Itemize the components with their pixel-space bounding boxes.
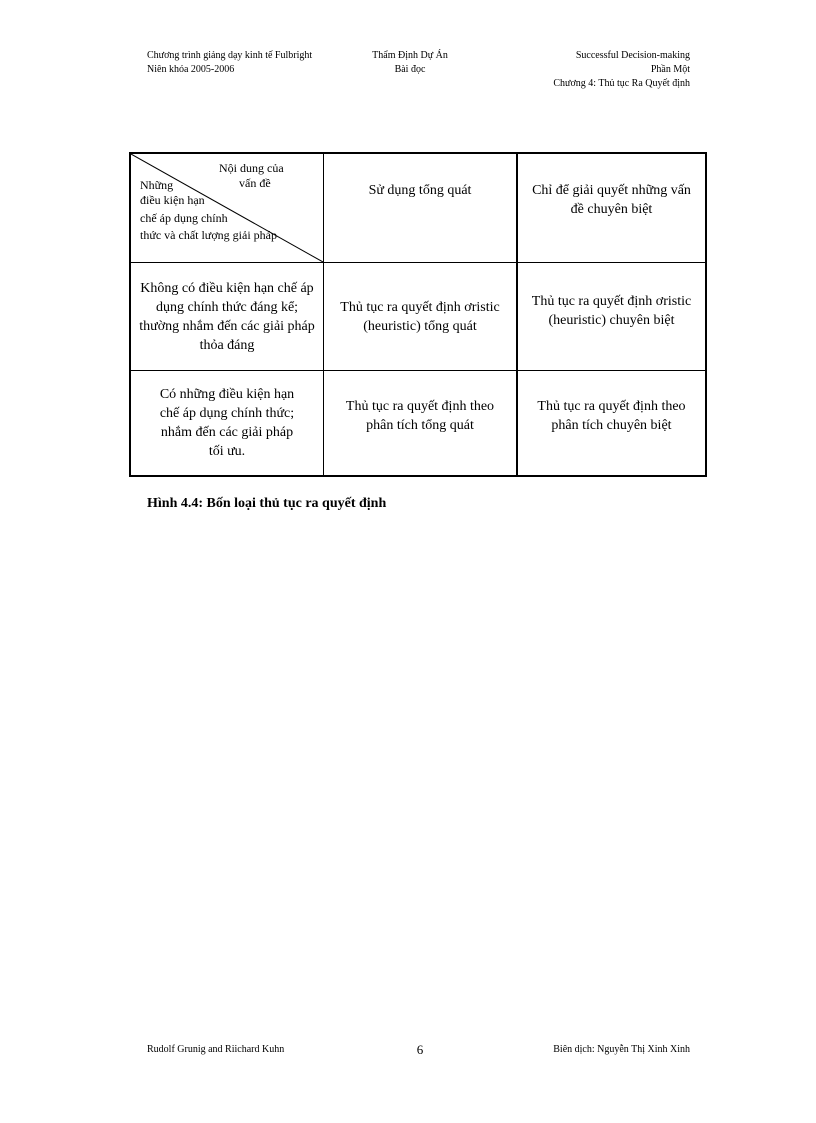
cell-heuristic-general: Thủ tục ra quyết định ơristic (heuristic) tổng quát [340,299,500,334]
corner-cell [131,154,323,262]
footer-authors: Rudolf Grunig and Riichard Kuhn [147,1044,285,1055]
chapter-title: Chương 4: Thủ tục Ra Quyết định [553,78,690,89]
col-header-specific: Chỉ để giải quyết những vấn đề chuyên biệt [532,183,691,217]
figure-caption: Hình 4.4: Bốn loại thủ tục ra quyết định [147,496,387,511]
book-title: Successful Decision-making [575,50,690,61]
cell-analytic-specific: Thủ tục ra quyết định theo phân tích chuyên biệt [537,399,686,433]
corner-top-label-2: vấn đề [239,176,271,190]
cell-analytic-general: Thủ tục ra quyết định theo phân tích tổng quát [345,399,495,433]
cell-heuristic-specific: Thủ tục ra quyết định ơristic (heuristic) chuyên biệt [531,293,692,328]
page-number: 6 [416,1042,424,1057]
footer-translator: Biên dịch: Nguyễn Thị Xinh Xinh [553,1044,690,1055]
document-type: Bài đọc [394,64,426,75]
col-header-general: Sử dụng tổng quát [368,182,472,198]
part-label: Phần Một [650,64,690,75]
corner-bottom-label-1: Những [140,178,174,192]
row-label-heuristic: Không có điều kiện hạn chế áp dụng chính thức đáng kể; thường nhắm đến các giải pháp thỏa đáng [139,280,315,353]
academic-year: Niên khóa 2005-2006 [147,64,235,75]
row-label-analytic: Có những điều kiện hạn chế áp dụng chính thức; nhắm đến các giải pháp tối ưu. [159,387,295,459]
corner-bottom-label-3: chế áp dụng chính [140,211,228,225]
decision-procedure-table [129,152,707,477]
course-name: Thẩm Định Dự Án [372,50,448,61]
program-name: Chương trình giảng dạy kinh tế Fulbright [147,50,313,61]
corner-top-label-1: Nội dung của [219,161,284,175]
corner-bottom-label-2: điều kiện hạn [140,193,205,207]
header-right [553,49,690,91]
header-center [320,49,500,77]
header-left [147,49,312,77]
corner-bottom-label-4: thức và chất lượng giải pháp [140,228,277,242]
